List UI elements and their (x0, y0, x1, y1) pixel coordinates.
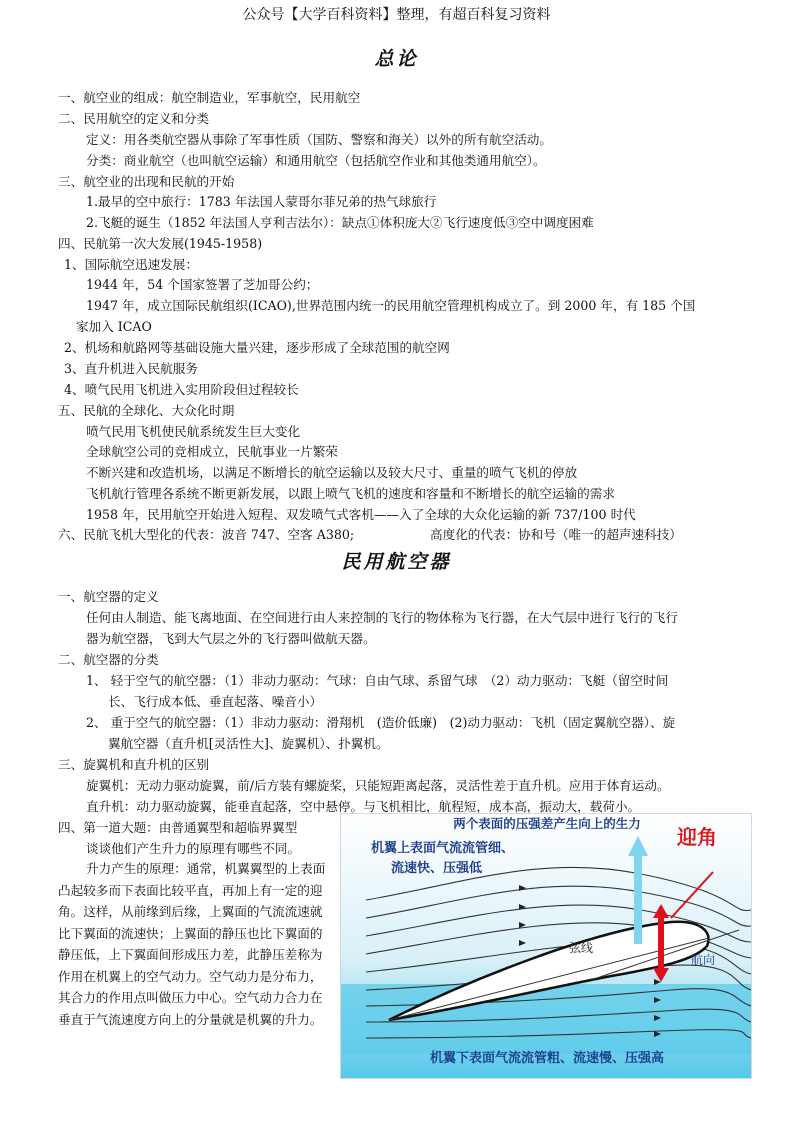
text-line: 2、机场和航路网等基础设施大量兴建，逐步形成了全球范围的航空网 (64, 340, 450, 355)
text-line: 1、国际航空迅速发展： (64, 257, 198, 272)
text-line: 长、飞行成本低、垂直起落、噪音小） (108, 694, 323, 709)
figure-top-caption: 两个表面的压强差产生向上的生力 (453, 816, 641, 831)
figure-bottom-caption: 机翼下表面气流流管粗、流速慢、压强高 (429, 1051, 665, 1066)
text-line: 家加入 ICAO (76, 319, 152, 334)
text-line: 五、民航的全球化、大众化时期 (58, 403, 235, 418)
text-line: 三、航空业的出现和民航的开始 (58, 174, 235, 189)
text-line: 2.飞艇的诞生（1852 年法国人亨利吉法尔）：缺点①体积庞大②飞行速度低③空中调度困难 (86, 215, 594, 230)
text-line: 喷气民用飞机使民航系统发生巨大变化 (86, 424, 301, 439)
text-line: 任何由人制造、能飞离地面、在空间进行由人来控制的飞行的物体称为飞行器，在大气层中进行飞行的飞行 (86, 610, 678, 625)
text-line: 一、航空器的定义 (58, 589, 159, 604)
text-line: 高度化的代表：协和号（唯一的超声速科技） (430, 527, 682, 542)
text-line: 定义：用各类航空器从事除了军事性质（国防、警察和海关）以外的所有航空活动。 (86, 132, 552, 147)
section-title-general: 总论 (374, 48, 419, 70)
text-line: 1.最早的空中旅行：1783 年法国人蒙哥尔菲兄弟的热气球旅行 (86, 194, 437, 209)
text-line: 4、喷气民用飞机进入实用阶段但过程较长 (64, 382, 299, 397)
lift-arrow-shaft (634, 854, 642, 944)
text-line: 六、民航飞机大型化的代表：波音 747、空客 A380; (58, 527, 355, 542)
text-line: 四、民航第一次大发展(1945-1958) (58, 236, 263, 251)
lower-flow-band (341, 984, 751, 1054)
text-line: 一、航空业的组成：航空制造业，军事航空，民用航空 (58, 90, 361, 105)
text-line: 1、 轻于空气的航空器：（1）非动力驱动：气球：自由气球、系留气球 （2）动力驱动：飞艇（留空时间 (86, 673, 669, 688)
lift-principle-paragraph: 升力产生的原理：通常，机翼翼型的上表面凸起较多而下表面比较平直，再加上有一定的迎角。这样，从前缘到后缘，上翼面的气流流速就比下翼面的流速快；上翼面的静压也比下翼面的静压低，上下翼面间形成压力差，此静压差称为作用在机翼上的空气动力。空气动力是分布力，其合力的作用点叫做压力中心。空气动力合力在垂直于气流速度方向上的分量就是机翼的升力。 (58, 861, 326, 1027)
text-line: 直升机：动力驱动旋翼，能垂直起落，空中悬停。与飞机相比，航程短，成本高，振动大，载荷小。 (86, 799, 641, 814)
text-line: 二、航空器的分类 (58, 652, 159, 667)
section-title-civil-aircraft: 民用航空器 (341, 551, 452, 573)
angle-of-attack-label: 迎角 (677, 825, 717, 849)
text-line: 不断兴建和改造机场，以满足不断增长的航空运输以及较大尺寸、重量的喷气飞机的停放 (86, 465, 578, 480)
wing-airflow-figure (340, 813, 752, 1079)
text-line: 分类：商业航空（也叫航空运输）和通用航空（包括航空作业和其他类通用航空）。 (86, 153, 546, 168)
chord-label: 弦线 (569, 941, 594, 955)
text-line: 3、直升机进入民航服务 (64, 361, 198, 376)
text-line: 翼航空器（直升机[灵活性大]、旋翼机）、扑翼机。 (108, 736, 389, 751)
text-line: 1944 年，54 个国家签署了芝加哥公约； (86, 277, 319, 292)
text-line: 三、旋翼机和直升机的区别 (58, 757, 210, 772)
text-line: 2、 重于空气的航空器：（1）非动力驱动：滑翔机 (造价低廉) (2)动力驱动：飞机（固定翼航空器）、旋 (86, 715, 676, 730)
upper-surface-label-1: 机翼上表面气流流管细、 (371, 841, 515, 856)
text-line: 器为航空器，飞到大气层之外的飞行器叫做航天器。 (86, 631, 376, 646)
heading-label: 航向 (691, 953, 716, 967)
page-header: 公众号【大学百科资料】整理，有超百科复习资料 (242, 7, 551, 23)
pressure-arrow (658, 914, 664, 972)
text-line: 旋翼机：无动力驱动旋翼，前/后方装有螺旋桨，只能短距离起落，灵活性差于直升机。应用于体育运动。 (86, 778, 670, 793)
text-line: 四、第一道大题：由普通翼型和超临界翼型 (58, 820, 298, 835)
wing-airflow-diagram (341, 814, 751, 1078)
text-line: 二、民用航空的定义和分类 (58, 111, 210, 126)
text-line: 1958 年，民用航空开始进入短程、双发喷气式客机——入了全球的大众化运输的新 737/100 时代 (86, 507, 636, 522)
text-line: 谈谈他们产生升力的原理有哪些不同。 (86, 841, 301, 856)
text-line: 1947 年，成立国际民航组织(ICAO),世界范围内统一的民用航空管理机构成立了。到 2000 年，有 185 个国 (86, 298, 696, 313)
text-line: 飞机航行管理各系统不断更新发展，以跟上喷气飞机的速度和容量和不断增长的航空运输的需求 (86, 486, 615, 501)
text-line: 全球航空公司的竞相成立，民航事业一片繁荣 (86, 444, 338, 459)
upper-surface-label-2: 流速快、压强低 (391, 861, 483, 876)
